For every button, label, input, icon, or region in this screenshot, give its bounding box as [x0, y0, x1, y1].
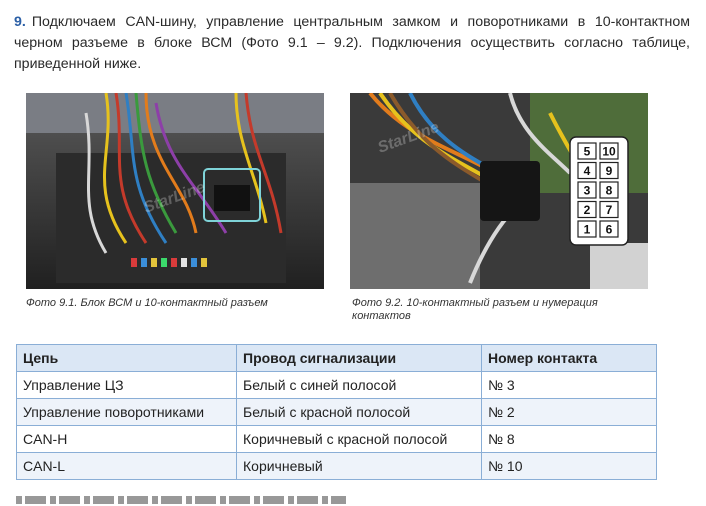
- step-text: Подключаем CAN-шину, управление центральным замком и поворотниками в 10-контактном черном разъеме в блоке ВСМ (Фото 9.1 – 9.2). Подключения осуществить согласно таблице, приведенной ниже.: [14, 14, 690, 72]
- cell-pin: № 10: [482, 453, 657, 480]
- pin-number-label: 4: [583, 164, 591, 178]
- table-row: [17, 426, 657, 453]
- cell-wire: Белый с синей полосой: [237, 372, 482, 399]
- pin-number-label: 3: [583, 183, 591, 198]
- cell-circuit: CAN-H: [17, 426, 237, 453]
- watermark-text: StarLine: [375, 118, 442, 157]
- pin-number-label: 1: [583, 222, 591, 237]
- cell-pin: № 2: [482, 399, 657, 426]
- pin-number-label: 2: [583, 203, 591, 217]
- cell-wire: Белый с красной полосой: [237, 399, 482, 426]
- step-paragraph: [14, 12, 690, 75]
- cell-pin: № 8: [482, 426, 657, 453]
- step-number: 9.: [14, 14, 26, 30]
- photo-bcm-block: [26, 93, 324, 289]
- header-pin: Номер контакта: [482, 345, 657, 372]
- cell-circuit: Управление поворотниками: [17, 399, 237, 426]
- pin-number-label: 6: [605, 222, 613, 237]
- pin-number-label: 7: [605, 203, 613, 217]
- header-wire: Провод сигнализации: [237, 345, 482, 372]
- cell-circuit: CAN-L: [17, 453, 237, 480]
- next-paragraph-cutoff: [16, 496, 346, 506]
- pin-number-label: 10: [602, 144, 616, 159]
- connection-table: [16, 344, 657, 480]
- caption-photo-9-2: Фото 9.2. 10-контактный разъем и нумерация контактов: [352, 297, 598, 322]
- table-row: [17, 399, 657, 426]
- header-circuit: Цепь: [17, 345, 237, 372]
- caption-photo-9-1: Фото 9.1. Блок ВСМ и 10-контактный разъем: [26, 297, 268, 309]
- cell-wire: Коричневый с красной полосой: [237, 426, 482, 453]
- watermark-text: StarLine: [141, 178, 208, 217]
- pin-number-label: 8: [605, 183, 613, 198]
- pin-number-label: 5: [583, 144, 591, 159]
- table-row: [17, 453, 657, 480]
- cell-circuit: Управление ЦЗ: [17, 372, 237, 399]
- table-header-row: [17, 345, 657, 372]
- pin-numbering-diagram: [570, 137, 628, 245]
- photo-connector-closeup: [350, 93, 648, 289]
- pin-number-label: 9: [605, 164, 613, 178]
- cell-wire: Коричневый: [237, 453, 482, 480]
- cell-pin: № 3: [482, 372, 657, 399]
- table-row: [17, 372, 657, 399]
